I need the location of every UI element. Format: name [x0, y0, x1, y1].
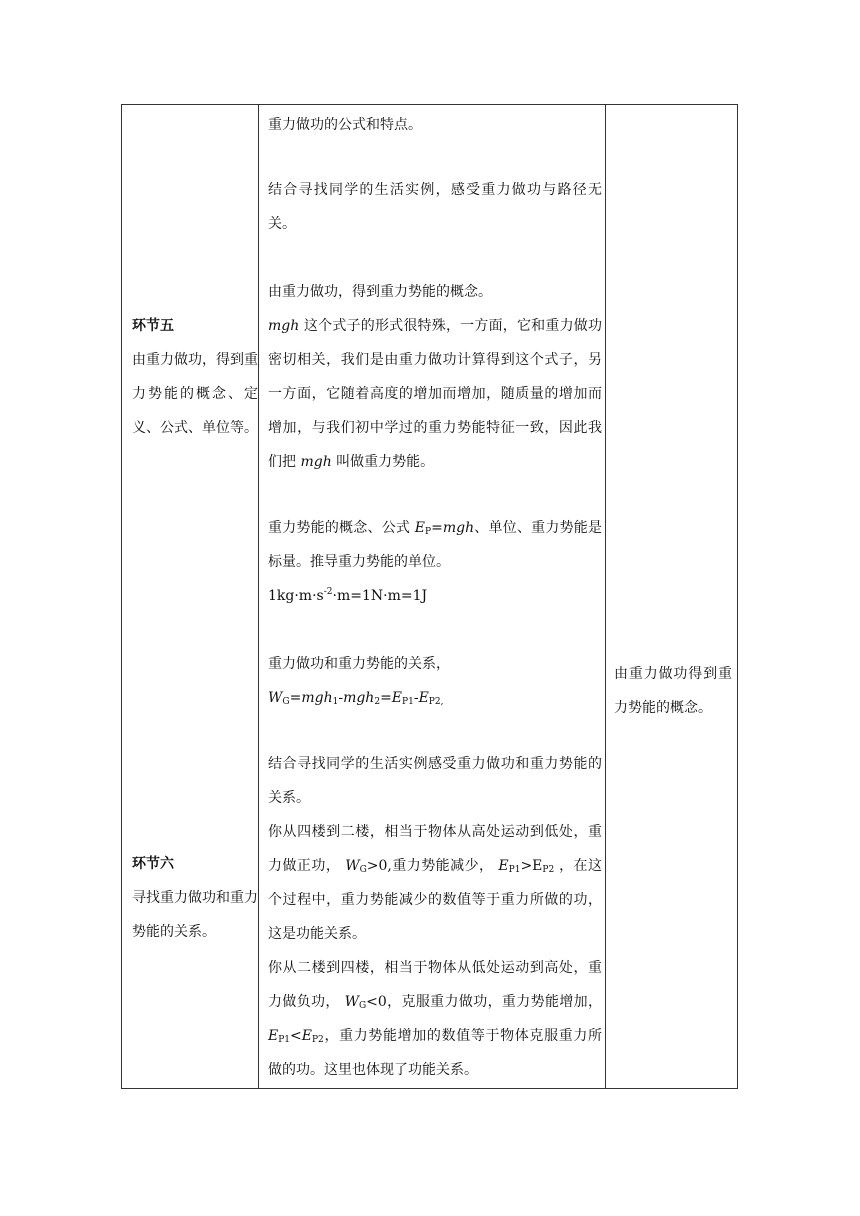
- term-mgh: mgh: [268, 318, 300, 334]
- lesson-table: [121, 104, 738, 1089]
- para-downstairs: 你从四楼到二楼，相当于物体从高处运动到低处，重力做正功， $W_G>0$,重力势能减少， $E_{P1}>E_{P2}$ ，在这个过程中，重力势能减少的数值等于重力所做的功，这是功能关系。: [268, 824, 603, 942]
- unit-derivation: $1kg\cdot m\cdot s^{-2}\cdot m=1N\cdot m=1J$: [268, 587, 428, 604]
- stage-5-title: 环节五: [132, 318, 174, 334]
- para-mgh-explanation: mgh 这个式子的形式很特殊，一方面，它和重力做功密切相关，我们是由重力做功计算得到这个式子，另一方面，它随着高度的增加而增加，随质量的增加而增加，与我们初中学过的重力势能特征一致，因此我们把 mgh 叫做重力势能。: [268, 318, 602, 470]
- para-concept-intro: 由重力做功，得到重力势能的概念。: [268, 284, 492, 300]
- term-mgh: mgh: [300, 454, 332, 470]
- para-definition: 重力势能的概念、公式 $E_P=mgh$、单位、重力势能是标量。推导重力势能的单位。: [268, 520, 603, 570]
- para-path-independence: 结合寻找同学的生活实例，感受重力做功与路径无关。: [268, 182, 602, 232]
- stage-6-description: 寻找重力做功和重力势能的关系。: [132, 890, 258, 940]
- para-upstairs: 你从二楼到四楼，相当于物体从低处运动到高处，重力做负功， $W_G<0$，克服重力做功，重力势能增加， $E_{P1}<E_{P2}$，重力势能增加的数值等于物体克服重力所做的功。这里也体现了功能关系。: [268, 960, 603, 1078]
- para-relation-intro: 重力做功和重力势能的关系，: [268, 656, 450, 672]
- design-intent-note: 由重力做功得到重力势能的概念。: [614, 666, 732, 716]
- stage-6-title: 环节六: [132, 856, 174, 872]
- column-divider-1: [258, 105, 259, 1088]
- para-gravity-work-formula: 重力做功的公式和特点。: [268, 117, 422, 133]
- column-divider-2: [605, 105, 606, 1088]
- para-life-example: 结合寻找同学的生活实例感受重力做功和重力势能的关系。: [268, 756, 602, 806]
- relation-formula: $W_G=mgh_1-mgh_2=E_{P1}-E_{P2,}$: [268, 690, 444, 707]
- stage-5-description: 由重力做功，得到重力势能的概念、定义、公式、单位等。: [132, 352, 258, 436]
